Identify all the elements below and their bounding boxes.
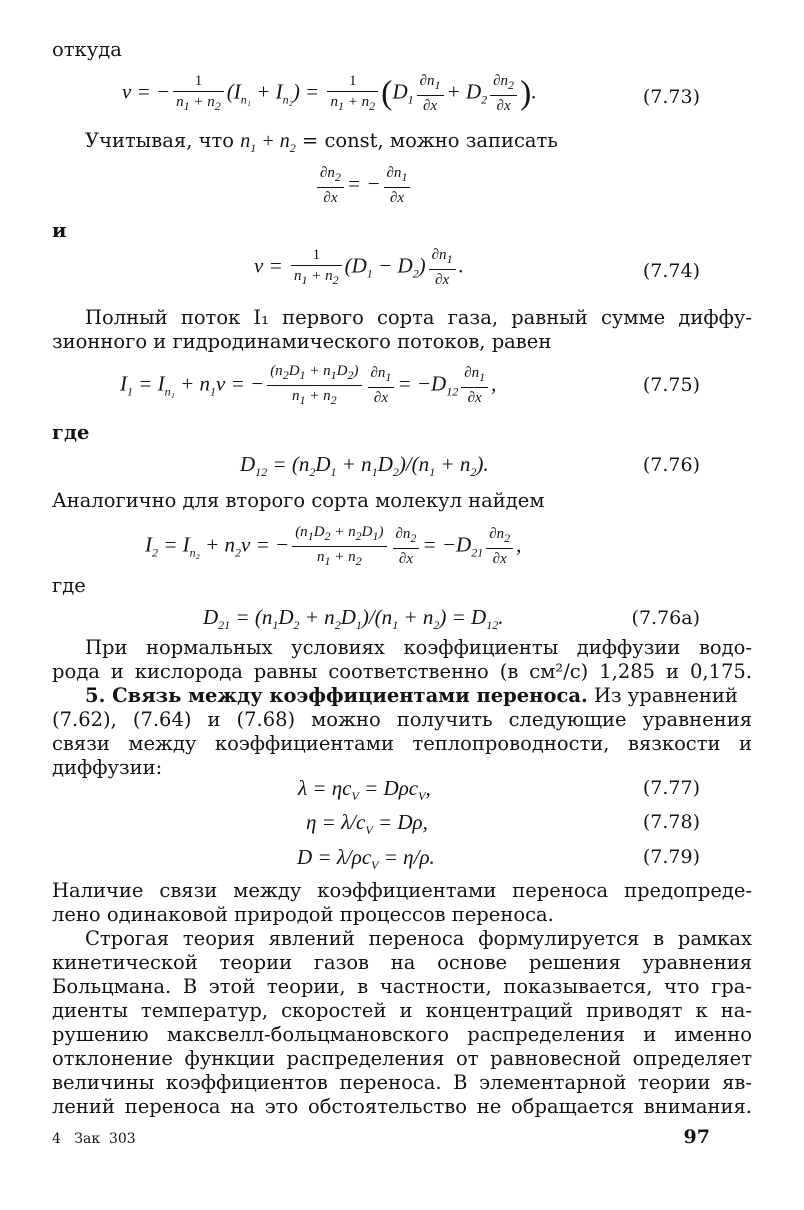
paragraph-line: рода и кислорода равны соответственно (в см²/с) 1,285 и 0,175. xyxy=(52,660,752,683)
equation-7-76: $D_{12} = (n_2D_1 + n_1D_2)/(n_1 + n_2)$. xyxy=(240,452,489,480)
paragraph-line: диффузии: xyxy=(52,756,163,779)
paragraph-line: величины коэффициентов переноса. В элементарной теории яв- xyxy=(52,1071,752,1094)
equation-7-77: $\lambda = \eta c_V = D\rho c_V$, xyxy=(298,776,431,804)
text-line-analogichno: Аналогично для второго сорта молекул найдем xyxy=(52,489,545,512)
text-fragment: можно записать xyxy=(383,129,558,152)
equation-number-7-73: (7.73) xyxy=(642,86,700,108)
section-heading: 5. Связь между коэффициентами переноса. xyxy=(85,684,588,707)
text-line-gde: где xyxy=(52,574,86,597)
paragraph-line: лений переноса на это обстоятельство не обращается внимания. xyxy=(52,1095,752,1118)
equation-i2: $I_2 = I_{n_2} + n_2v$ = − $\frac{(n_1D_2 + n_2D_1)}{n_1 + n_2}$ $\frac{\partial n_2}{\partial x}$ = $-D_{21}$ $\frac{\partial n_2}{\partial x}$ , xyxy=(145,524,522,568)
text-line-otkuda: откуда xyxy=(52,38,122,61)
paragraph-line: отклонение функции распределения от равновесной определяет xyxy=(52,1047,752,1070)
text-line-i: и xyxy=(52,219,67,242)
equation-7-73: v = − $\frac{1}{n_1 + n_2}$ $(I_{n_1} + I_{n_2})$ = $\frac{1}{n_1 + n_2}$ ($D_1$ $\frac{\partial n_1}{\partial x}$ + $D_2$ $\frac{\partial n_2}{\partial x}$ ). xyxy=(122,73,537,114)
paragraph-line: лено одинаковой природой процессов переноса. xyxy=(52,903,554,926)
text-line-uchityvaya: Учитывая, что $n_1 + n_2$ = const, можно записать xyxy=(85,129,558,155)
equation-number-7-75: (7.75) xyxy=(642,374,700,396)
equation-number-7-79: (7.79) xyxy=(642,846,700,868)
paragraph-line: Наличие связи между коэффициентами переноса предопреде- xyxy=(52,879,752,902)
paragraph-line: кинетической теории газов на основе решения уравнения xyxy=(52,951,752,974)
printer-signature: 4 Зак 303 xyxy=(52,1131,136,1147)
text-fragment: Учитывая, что xyxy=(85,129,241,152)
paragraph-line: связи между коэффициентами теплопроводности, вязкости и xyxy=(52,732,752,755)
equation-dn2-dx: $\frac{\partial n_2}{\partial x}$ = − $\frac{\partial n_1}{\partial x}$ xyxy=(314,164,413,207)
paragraph-line: Полный поток I₁ первого сорта газа, равный сумме диффу- xyxy=(85,306,752,329)
equation-number-7-76: (7.76) xyxy=(642,454,700,476)
section-heading-line xyxy=(85,684,752,708)
paragraph-line: Строгая теория явлений переноса формулируется в рамках xyxy=(85,927,752,950)
equation-number-7-74: (7.74) xyxy=(642,260,700,282)
equation-number-7-78: (7.78) xyxy=(642,811,700,833)
paragraph-line: рушению максвелл-больцмановского распределения и именно xyxy=(52,1023,752,1046)
equation-7-74: v = $\frac{1}{n_1 + n_2}$ $(D_1 - D_2)$ $\frac{\partial n_1}{\partial x}$ . xyxy=(254,247,464,288)
equation-number-7-76a: (7.76а) xyxy=(631,607,700,629)
equation-7-75: $I_1 = I_{n_1} + n_1v$ = − $\frac{(n_2D_1 + n_1D_2)}{n_1 + n_2}$ $\frac{\partial n_1}{\partial x}$ = $-D_{12}$ $\frac{\partial n_1}{\partial x}$ , xyxy=(120,363,497,407)
page-number: 97 xyxy=(683,1126,710,1148)
paragraph-line: диенты температур, скоростей и концентраций приводят к на- xyxy=(52,999,752,1022)
paragraph-line: При нормальных условиях коэффициенты диффузии водо- xyxy=(85,636,752,659)
equation-7-79: $D = \lambda/\rho c_V = \eta/\rho$. xyxy=(297,845,435,873)
equation-7-78: $\eta = \lambda/c_V = D\rho$, xyxy=(306,810,428,838)
equation-7-76a: $D_{21} = (n_1D_2 + n_2D_1)/(n_1 + n_2) = D_{12}$. xyxy=(203,605,504,633)
paragraph-line: (7.62), (7.64) и (7.68) можно получить следующие уравнения xyxy=(52,708,752,731)
text-fragment: Из уравнений xyxy=(587,684,738,707)
paragraph-line: зионного и гидродинамического потоков, равен xyxy=(52,330,552,353)
paragraph-line: Больцмана. В этой теории, в частности, показывается, что гра- xyxy=(52,975,752,998)
text-line-gde: где xyxy=(52,421,90,444)
equation-number-7-77: (7.77) xyxy=(642,777,700,799)
